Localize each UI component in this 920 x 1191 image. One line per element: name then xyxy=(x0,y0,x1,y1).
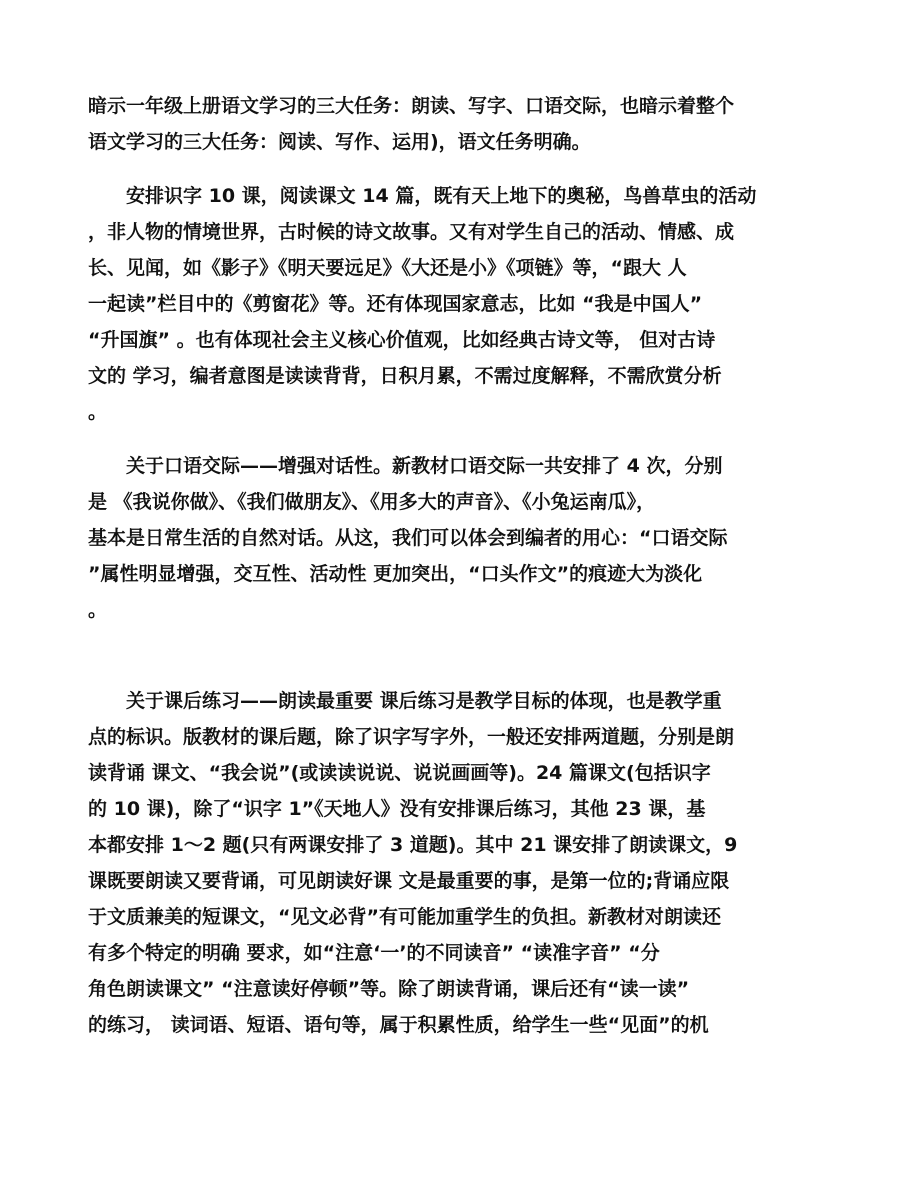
text-line: 角色朗读课文” “注意读好停顿”等。除了朗读背诵，课后还有“读一读” xyxy=(88,978,690,1000)
text-line: 文的 学习，编者意图是读读背背，日积月累，不需过度解释，不需欣赏分析 xyxy=(88,365,722,387)
text-line: 是 《我说你做》、《我们做朋友》、《用多大的声音》、《小兔运南瓜》， xyxy=(88,491,656,513)
text-line: 一起读”栏目中的《剪窗花》等。还有体现国家意志，比如 “我是中国人” xyxy=(88,293,703,315)
text-line: 。 xyxy=(88,599,108,621)
text-line: 长、见闻，如《影子》《明天要远足》《大还是小》《项链》等，“跟大 人 xyxy=(88,257,687,279)
text-line: 本都安排 1～2 题(只有两课安排了 3 道题)。其中 21 课安排了朗读课文，9 xyxy=(88,834,738,856)
text-line: 的 10 课)，除了“识字 1”《天地人》没有安排课后练习，其他 23 课，基 xyxy=(88,798,706,820)
text-line: 课既要朗读又要背诵，可见朗读好课 文是最重要的事，是第一位的;背诵应限 xyxy=(88,870,730,892)
text-line: ，非人物的情境世界，古时候的诗文故事。又有对学生自己的活动、情感、成 xyxy=(88,221,735,243)
text-line: 读背诵 课文、“我会说”(或读读说说、说说画画等)。24 篇课文(包括识字 xyxy=(88,762,711,784)
text-line: 基本是日常生活的自然对话。从这，我们可以体会到编者的用心：“口语交际 xyxy=(88,527,728,549)
paragraph-literacy-reading xyxy=(88,178,813,430)
text-line: 关于口语交际——增强对话性。新教材口语交际一共安排了 4 次，分别 xyxy=(126,455,723,477)
text-line: “升国旗” 。也有体现社会主义核心价值观，比如经典古诗文等， 但对古诗 xyxy=(88,329,716,351)
paragraph-oral-communication xyxy=(88,448,813,628)
text-line: ”属性明显增强，交互性、活动性 更加突出，“口头作文”的痕迹大为淡化 xyxy=(88,563,703,585)
text-line: 语文学习的三大任务：阅读、写作、运用)，语文任务明确。 xyxy=(88,131,591,153)
text-line: 。 xyxy=(88,401,108,423)
paragraph-after-class-exercises xyxy=(88,683,813,1043)
text-line: 关于课后练习——朗读最重要 课后练习是教学目标的体现，也是教学重 xyxy=(126,690,722,712)
text-line: 的练习， 读词语、短语、语句等，属于积累性质，给学生一些“见面”的机 xyxy=(88,1014,709,1036)
text-line: 于文质兼美的短课文，“见文必背”有可能加重学生的负担。新教材对朗读还 xyxy=(88,906,721,928)
text-line: 点的标识。版教材的课后题，除了识字写字外，一般还安排两道题，分别是朗 xyxy=(88,726,735,748)
text-line: 暗示一年级上册语文学习的三大任务：朗读、写字、口语交际，也暗示着整个 xyxy=(88,95,735,117)
text-line: 安排识字 10 课，阅读课文 14 篇，既有天上地下的奥秘，鸟兽草虫的活动 xyxy=(126,185,757,207)
text-line: 有多个特定的明确 要求，如“注意‘一’的不同读音” “读准字音” “分 xyxy=(88,942,660,964)
paragraph-intro-tail xyxy=(88,88,813,160)
